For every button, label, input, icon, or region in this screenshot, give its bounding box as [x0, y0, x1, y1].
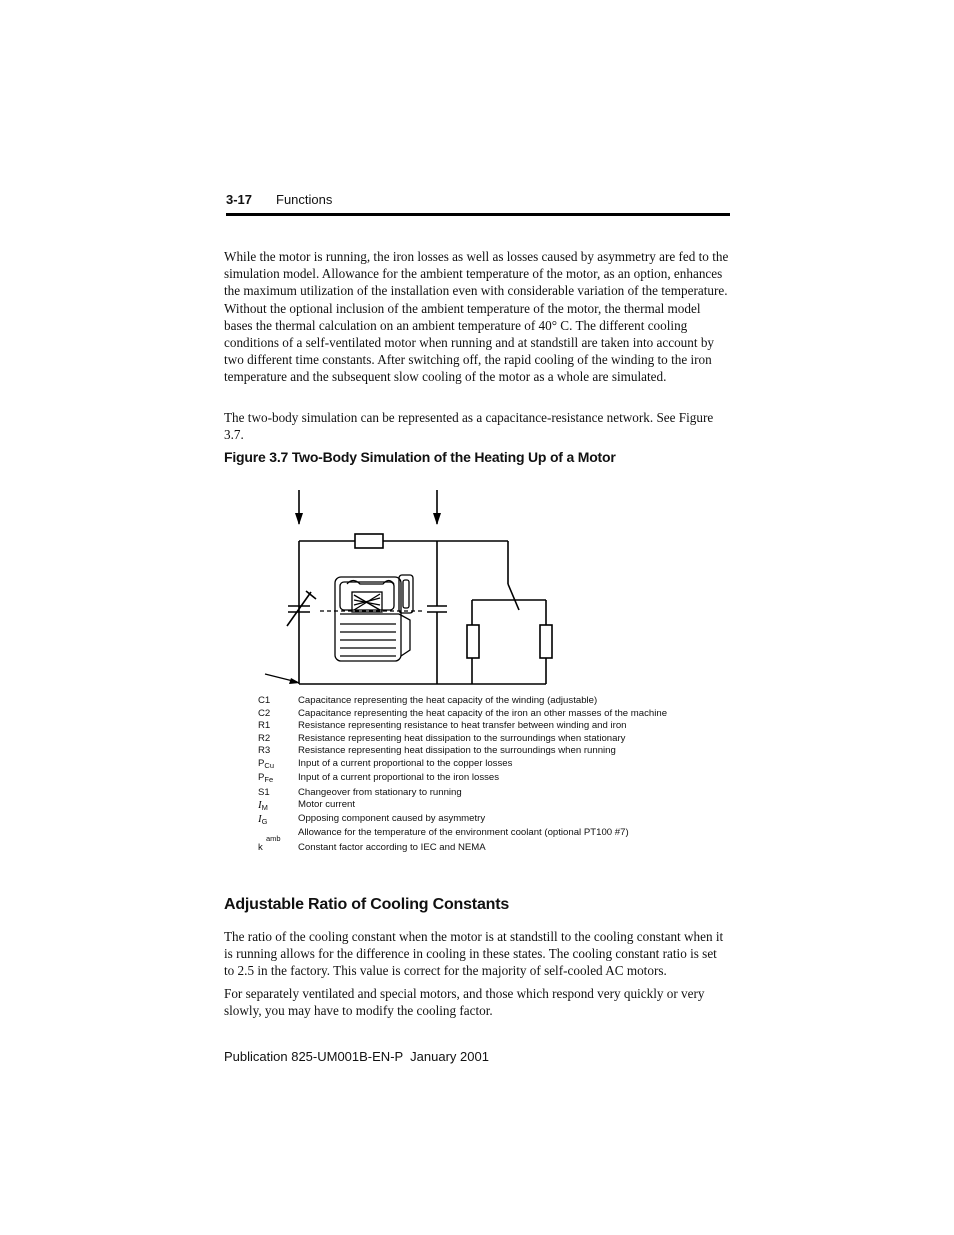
page-number: 3-17 [226, 192, 253, 207]
legend-row [258, 695, 678, 708]
legend-symbol: C2 [258, 707, 271, 719]
legend-text: Input of a current proportional to the iron losses [298, 771, 500, 783]
legend-symbol: k [258, 842, 263, 853]
figure-caption: Figure 3.7 Two-Body Simulation of the Heating Up of a Motor [224, 449, 616, 465]
legend-symbol: S1 [258, 786, 270, 798]
legend-row [258, 799, 678, 813]
legend-row [258, 842, 678, 855]
legend-text: Opposing component caused by asymmetry [298, 812, 486, 824]
motor-icon [320, 575, 425, 661]
legend-text: Resistance representing resistance to heat transfer between winding and iron [298, 720, 627, 731]
arrowhead-pfe [433, 513, 441, 525]
legend-row [258, 745, 678, 758]
legend-row [258, 772, 678, 787]
legend-symbol: $P_{Cu}$ [258, 757, 274, 770]
body-paragraph: The ratio of the cooling constant when the motor is at standstill to the cooling constant when it is running allows for the difference in cooling in these states. The cooling constant ratio is set to 2.5 in the factory. This value is correct for the majority of self-cooled AC motors. [224, 929, 724, 979]
legend-symbol: amb [266, 834, 281, 843]
body-paragraph: While the motor is running, the iron losses as well as losses caused by asymmetry are fed to the simulation model. Allowance for the ambient temperature of the motor, as an option, enhances the maximum utilization of the installation even with considerable variation of the temperature. Without the optional inclusion of the ambient temperature of the motor, the thermal model bases the thermal calculation on an ambient temperature of 40° C. The different cooling conditions of a self-ventilated motor when running and at standstill are taken into account by two different time constants. After switching off, the rapid cooling of the winding to the iron temperature and the subsequent slow cooling of the motor as a whole are simulated. [224, 249, 729, 385]
legend-symbol: R1 [258, 720, 271, 731]
legend-row [258, 758, 678, 772]
legend-row [258, 720, 678, 733]
page-footer: Publication 825-UM001B-EN-P January 2001 [224, 1049, 489, 1064]
legend-text: Capacitance representing the heat capacity of the winding (adjustable) [298, 695, 598, 706]
resistor-r3 [540, 625, 552, 658]
arrowhead-pcu [295, 513, 303, 525]
figure-legend [258, 695, 678, 855]
legend-row [258, 787, 678, 800]
legend-text: Capacitance representing the heat capacity of the iron an other masses of the machine [298, 707, 668, 719]
legend-symbol: R2 [258, 732, 271, 744]
legend-text: Resistance representing heat dissipation to the surroundings when running [298, 745, 616, 756]
legend-row [258, 733, 678, 746]
s1-blade [508, 584, 519, 610]
legend-symbol: $I_M$ [258, 799, 268, 812]
legend-row [258, 827, 678, 842]
body-paragraph: The two-body simulation can be represented as a capacitance-resistance network. See Figure 3.7. [224, 410, 714, 443]
legend-text: Changeover from stationary to running [298, 786, 462, 798]
legend-symbol: C1 [258, 695, 271, 706]
legend-row [258, 708, 678, 721]
legend-text: Allowance for the temperature of the environment coolant (optional PT100 #7) [298, 827, 629, 838]
resistor-r2 [467, 625, 479, 658]
legend-symbol: R3 [258, 745, 271, 756]
legend-text: Input of a current proportional to the copper losses [298, 757, 513, 769]
legend-row [258, 813, 678, 828]
legend-text: Constant factor according to IEC and NEMA [298, 842, 486, 853]
legend-text: Motor current [298, 799, 356, 810]
legend-symbol: $I_G$ [258, 812, 268, 826]
section-heading: Adjustable Ratio of Cooling Constants [224, 896, 510, 913]
legend-text: Resistance representing heat dissipation to the surroundings when stationary [298, 732, 626, 744]
section-name: Functions [276, 192, 333, 207]
body-paragraph: For separately ventilated and special motors, and those which respond very quickly or very slowly, you may have to modify the cooling factor. [224, 986, 705, 1019]
legend-symbol: $P_{Fe}$ [258, 771, 274, 784]
resistor-r1 [355, 534, 383, 548]
